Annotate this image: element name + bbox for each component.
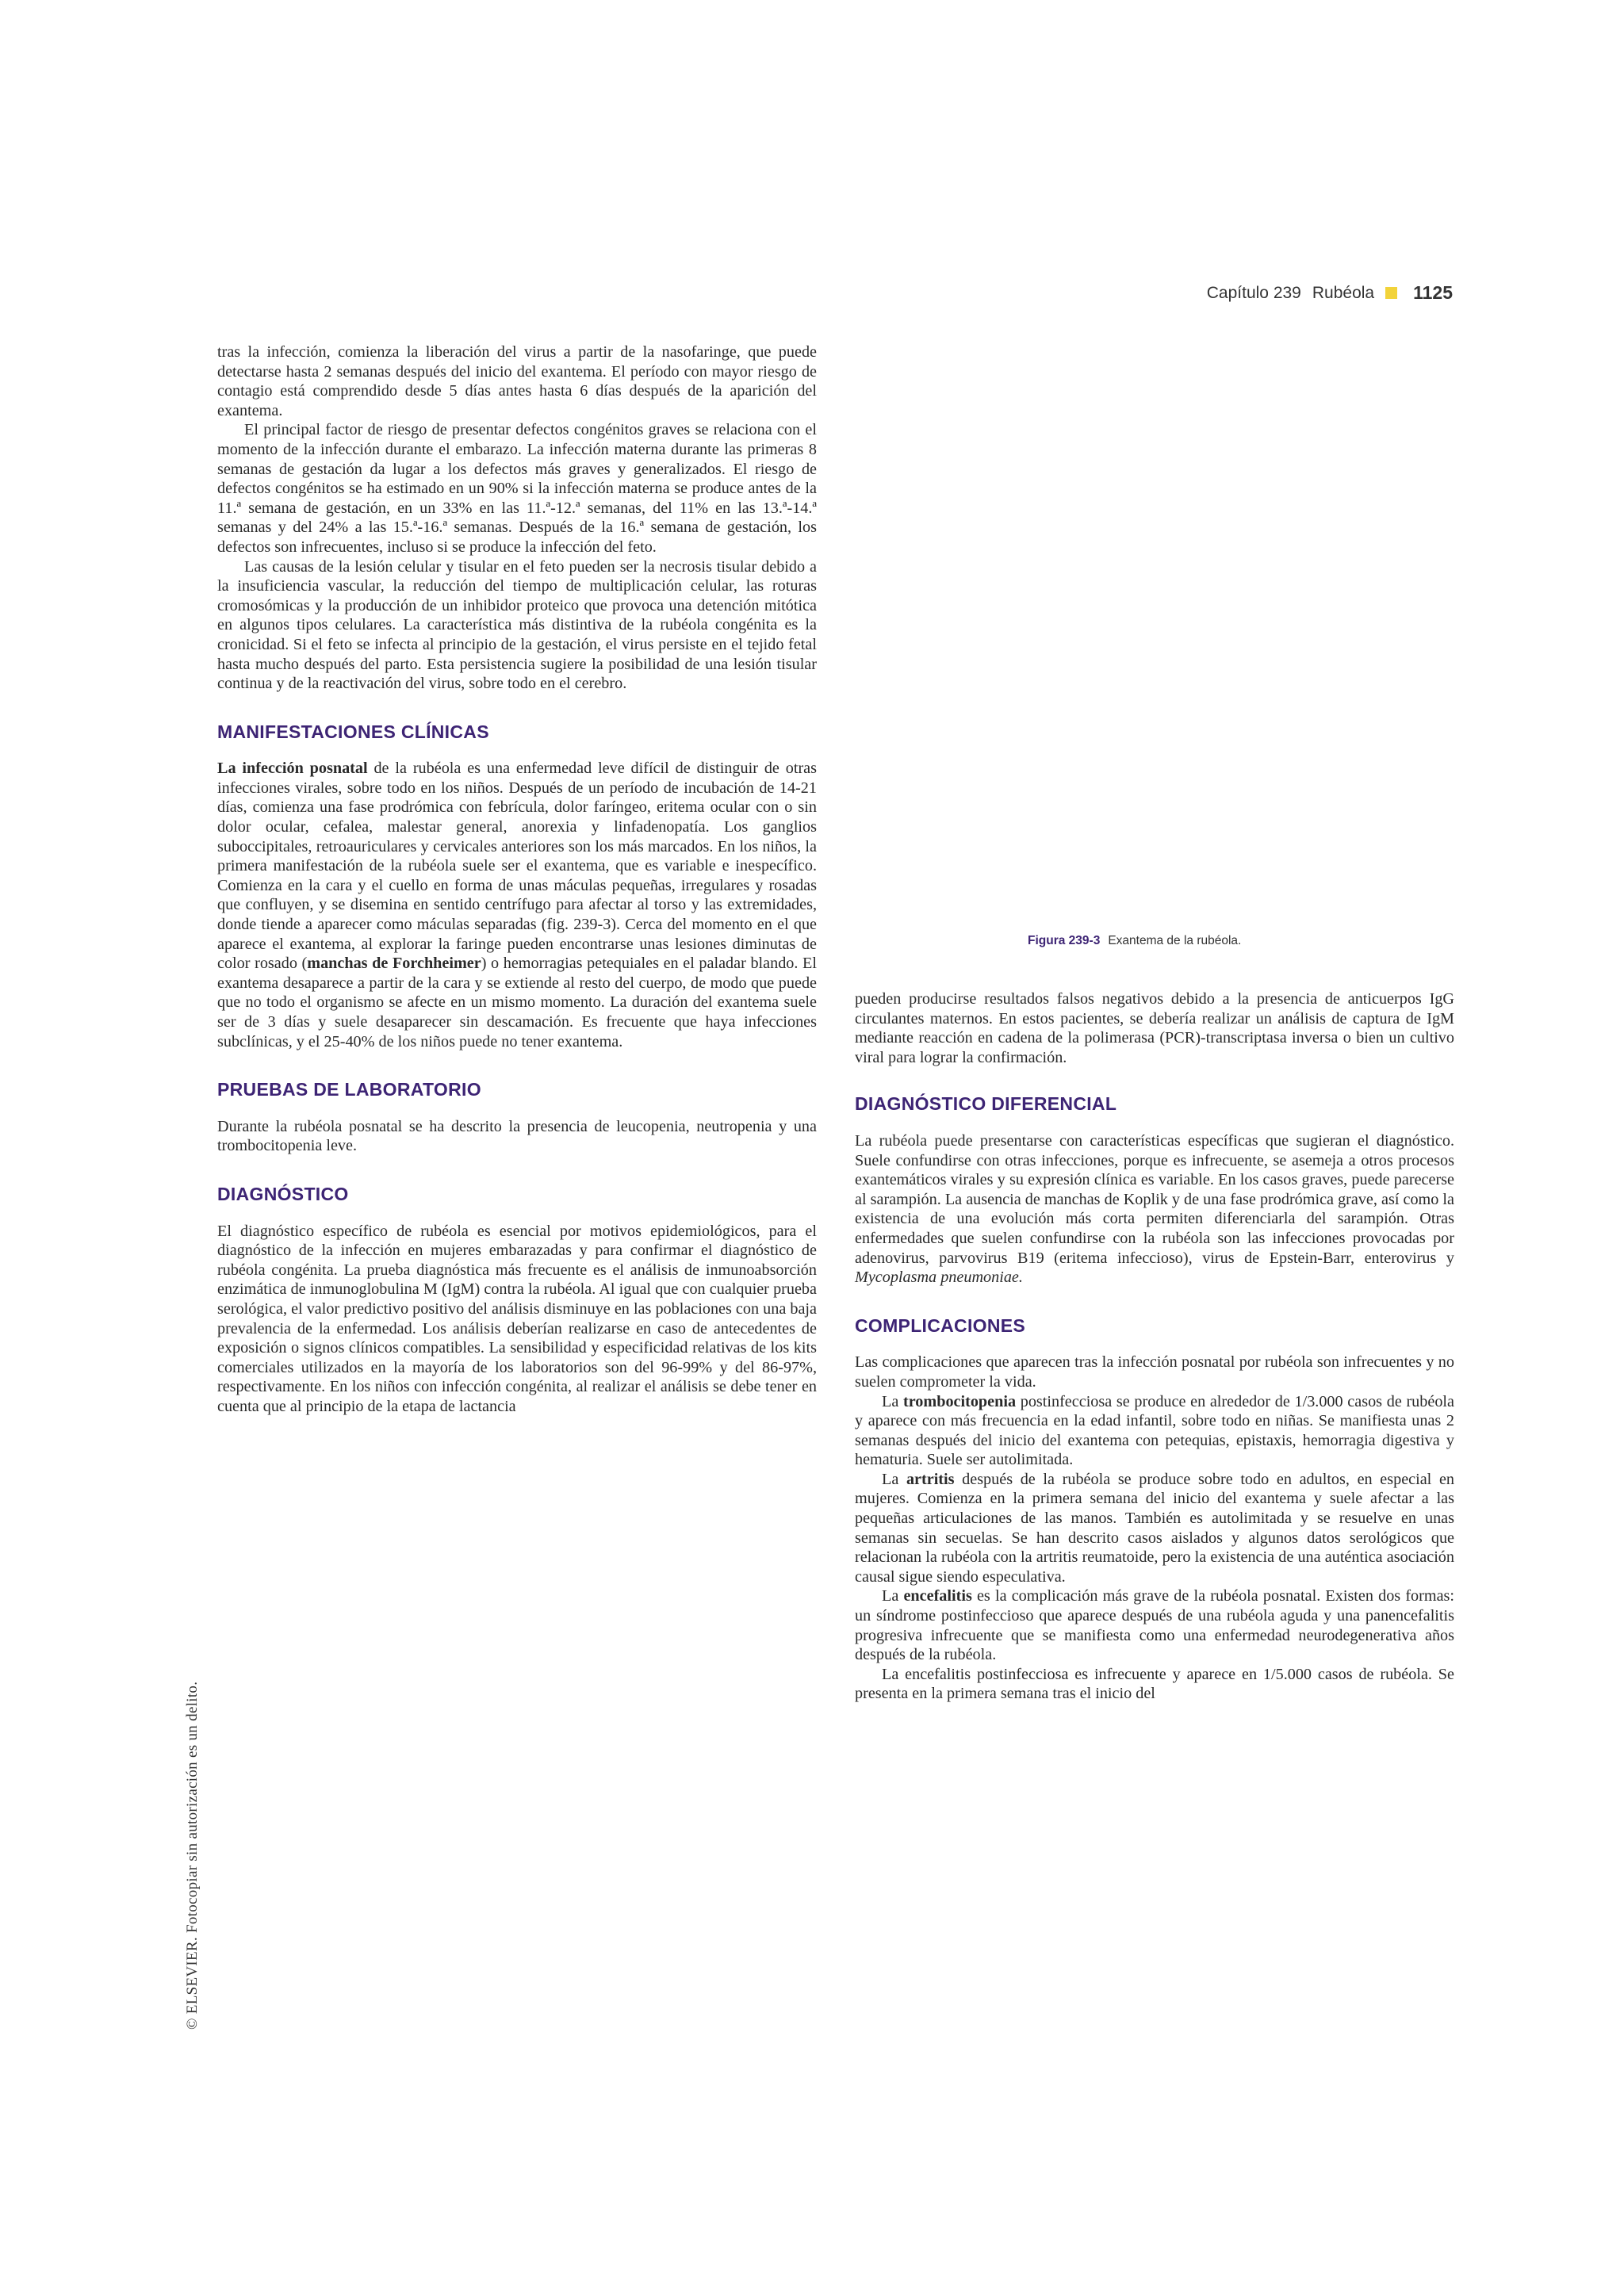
italic-term: Mycoplasma pneumoniae.: [855, 1269, 1023, 1287]
chapter-title: Rubéola: [1312, 283, 1375, 302]
chapter-label: Capítulo 239: [1206, 283, 1301, 302]
figure-label: Figura 239-3: [1028, 934, 1101, 947]
paragraph: [855, 1131, 1454, 1288]
bold-term: artritis: [906, 1470, 955, 1488]
paragraph: [855, 1392, 1454, 1470]
left-column: [217, 342, 817, 1417]
text-run: después de la rubéola se produce sobre todo en adultos, en especial en mujeres. Comienza en la primera semana del inicio del exantema y suele afectar a las pequeñas articulaciones de las manos. También es autolimitada y se resuelve en unas semanas sin secuelas. Se han descrito casos aislados y algunos datos serológicos que relacionan la rubéola con la artritis reumatoide, pero la existencia de una auténtica asociación causal sigue siendo especulativa.: [855, 1470, 1454, 1586]
right-column: [855, 989, 1454, 1704]
paragraph: El principal factor de riesgo de presentar defectos congénitos graves se relaciona con el momento de la infección durante el embarazo. La infección materna durante las primeras 8 semanas de gestación da lugar a los defectos más graves y generalizados. El riesgo de defectos congénitos se ha estimado en un 90% si la infección materna se produce antes de la 11.ª semana de gestación, en un 33% en las 11.ª-12.ª semanas, del 11% en las 13.ª-14.ª semanas y del 24% a las 15.ª-16.ª semanas. Después de la 16.ª semana de gestación, los defectos son infrecuentes, incluso si se produce la infección del feto.: [217, 421, 817, 556]
paragraph: tras la infección, comienza la liberación del virus a partir de la nasofaringe, que puede detectarse hasta 2 semanas después del inicio del exantema. El período con mayor riesgo de contagio está comprendido desde 5 días antes hasta 6 días después de la aparición del exantema.: [217, 343, 817, 419]
page-number: 1125: [1413, 282, 1453, 303]
text-run: de la rubéola es una enfermedad leve difícil de distinguir de otras infecciones virales, sobre todo en los niños. Después de un período de incubación de 14-21 días, comienza una fase prodrómica con febrícula, dolor faríngeo, eritema ocular con o sin dolor ocular, cefalea, malestar general, anorexia y linfadenopatía. Los ganglios suboccipitales, retroauriculares y cervicales anteriores son los más marcados. En los niños, la primera manifestación de la rubéola suele ser el exantema, que es variable e inespecífico. Comienza en la cara y el cuello en forma de unas máculas pequeñas, irregulares y rosadas que confluyen, y se disemina en sentido centrífugo para afectar al torso y las extremidades, donde tiende a aparecer como máculas separadas (fig. 239-3). Cerca del momento en el que aparece el exantema, al explorar la faringe pueden encontrarse unas lesiones diminutas de color rosado (: [217, 760, 817, 973]
text-run: La: [882, 1587, 904, 1605]
figure-caption-text: Exantema de la rubéola.: [1108, 934, 1242, 947]
section-heading-manifestaciones: MANIFESTACIONES CLÍNICAS: [217, 721, 489, 742]
section-heading-complicaciones: COMPLICACIONES: [855, 1314, 1026, 1336]
section-heading-diferencial: DIAGNÓSTICO DIFERENCIAL: [855, 1093, 1117, 1115]
text-run: postinfecciosa se produce en alrededor de 1/3.000 casos de rubéola y aparece con más frecuencia en la edad infantil, sobre todo en niñas. Se manifiesta unas 2 semanas después del inicio del exantema con petequias, epistaxis, hemorragia digestiva y hematuria. Suele ser autolimitada.: [855, 1392, 1454, 1469]
header-square-icon: [1385, 287, 1397, 299]
paragraph: [217, 759, 817, 1051]
bold-term: La infección posnatal: [217, 760, 368, 778]
paragraph: [855, 1586, 1454, 1664]
running-header: [1207, 282, 1453, 304]
copyright-side-note: © ELSEVIER. Fotocopiar sin autorización es un delito.: [184, 1681, 201, 2030]
text-run: La rubéola puede presentarse con características específicas que sugieran el diagnóstico. Suele confundirse con otras infecciones, porque es infrecuente, se asemeja a otros procesos exantemáticos virales y su expresión clínica es variable. En los casos graves, puede parecerse al sarampión. La ausencia de manchas de Koplik y de una fase prodrómica grave, así como la existencia de una evolución más corta permiten diferenciarla del sarampión. Otras enfermedades que suelen confundirse con la rubéola son las infecciones provocadas por adenovirus, parvovirus B19 (eritema infeccioso), virus de Epstein-Barr, enterovirus y: [855, 1131, 1454, 1267]
text-run: La: [882, 1470, 906, 1488]
paragraph: Durante la rubéola posnatal se ha descrito la presencia de leucopenia, neutropenia y una trombocitopenia leve.: [217, 1117, 817, 1155]
paragraph: La encefalitis postinfecciosa es infrecuente y aparece en 1/5.000 casos de rubéola. Se presenta en la primera semana tras el inicio del: [855, 1665, 1454, 1703]
paragraph: El diagnóstico específico de rubéola es esencial por motivos epidemiológicos, para el diagnóstico de la infección en mujeres embarazadas y para confirmar el diagnóstico de rubéola congénita. La prueba diagnóstica más frecuente es el análisis de inmunoabsorción enzimática de inmunoglobulina M (IgM) contra la rubéola. Al igual que con cualquier prueba serológica, el valor predictivo positivo del análisis disminuye en las poblaciones con una baja prevalencia de la enfermedad. Los análisis deberían realizarse en caso de antecedentes de exposición o signos clínicos compatibles. La sensibilidad y especificidad relativas de los kits comerciales utilizados en la mayoría de los laboratorios son del 96-99% y del 86-97%, respectivamente. En los niños con infección congénita, al realizar el análisis se debe tener en cuenta que al principio de la etapa de lactancia: [217, 1222, 817, 1415]
section-heading-pruebas: PRUEBAS DE LABORATORIO: [217, 1079, 481, 1100]
text-run: es la complicación más grave de la rubéola posnatal. Existen dos formas: un síndrome postinfeccioso que aparece después de una rubéola aguda y una panencefalitis progresiva infrecuente que se manifiesta como una enfermedad neurodegenerativa años después de la rubéola.: [855, 1587, 1454, 1664]
figure-caption: [1028, 934, 1241, 948]
bold-term: manchas de Forchheimer: [307, 955, 481, 973]
figure-image-area: [855, 342, 1454, 897]
section-heading-diagnostico: DIAGNÓSTICO: [217, 1183, 349, 1204]
paragraph: Las causas de la lesión celular y tisular en el feto pueden ser la necrosis tisular debido a la insuficiencia vascular, la reducción del tiempo de multiplicación celular, las roturas cromosómicas y la producción de un inhibidor proteico que provoca una detención mitótica en algunos tipos celulares. La característica más distintiva de la rubéola congénita es la cronicidad. Si el feto se infecta al principio de la gestación, el virus persiste en el tejido fetal hasta mucho después del parto. Esta persistencia sugiere la posibilidad de una lesión tisular continua y de la reactivación del virus, sobre todo en el cerebro.: [217, 557, 817, 693]
bold-term: encefalitis: [903, 1587, 972, 1605]
paragraph: Las complicaciones que aparecen tras la infección posnatal por rubéola son infrecuentes y no suelen comprometer la vida.: [855, 1353, 1454, 1391]
text-run: La: [882, 1392, 903, 1410]
paragraph: [855, 1470, 1454, 1587]
text-run: ) o hemorragias petequiales en el paladar blando. El exantema desaparece a partir de la cara y se extiende al resto del cuerpo, de modo que puede que no todo el organismo se afecte en un mismo momento. La duración del exantema suele ser de 3 días y suele desaparecer sin descamación. Es frecuente que haya infecciones subclínicas, y el 25-40% de los niños puede no tener exantema.: [217, 955, 817, 1050]
bold-term: trombocitopenia: [902, 1392, 1017, 1410]
paragraph: pueden producirse resultados falsos negativos debido a la presencia de anticuerpos IgG circulantes maternos. En estos pacientes, se debería realizar un análisis de captura de IgM mediante reacción en cadena de la polimerasa (PCR)-transcriptasa inversa o bien un cultivo viral para lograr la confirmación.: [855, 990, 1454, 1066]
